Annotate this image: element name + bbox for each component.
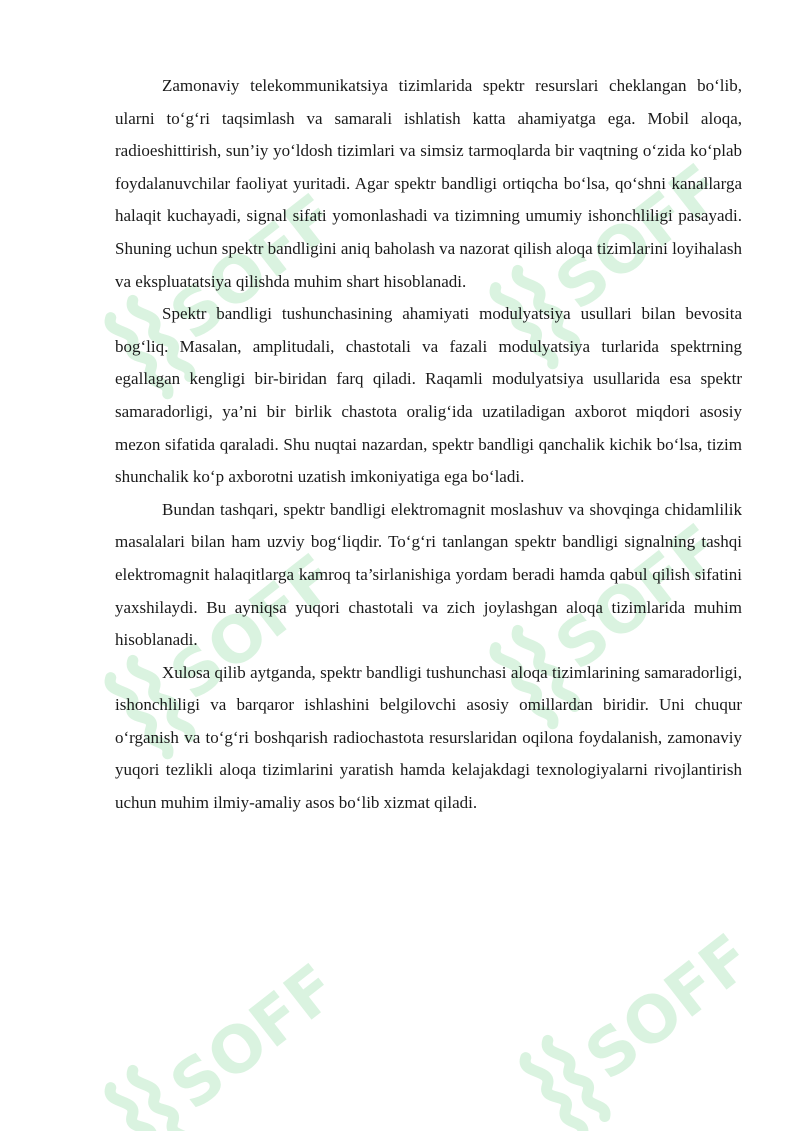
soff-watermark: SOFF: [0, 0, 800, 1131]
paragraph: Xulosa qilib aytganda, spektr bandligi tushunchasi aloqa tizimlarining samaradorligi, ishonchliligi va barqaror ishlashini belgilovchi asosiy omillardan biridir. Uni chuqur o‘rganish va to‘g‘ri boshqarish radiochastota resurslaridan oqilona foydalanish, zamonaviy yuqori tezlikli aloqa tizimlarini yaratish hamda kelajakdagi texnologiyalarni rivojlantirish uchun muhim ilmiy-amaliy asos bo‘lib xizmat qiladi.: [115, 662, 742, 813]
paragraph: Spektr bandligi tushunchasining ahamiyati modulyatsiya usullari bilan bevosita bog‘liq. Masalan, amplitudali, chastotali va fazali modulyatsiya turlarida spektrning egallagan kengligi bir-biridan farq qiladi. Raqamli modulyatsiya usullarida esa spektr samaradorligi, ya’ni bir birlik chastota oralig‘ida uzatiladigan axborot miqdori asosiy mezon sifatida qaraladi. Shu nuqtai nazardan, spektr bandligi qanchalik kichik bo‘lsa, tizim shunchalik ko‘p axborotni uzatish imkoniyatiga ega bo‘ladi.: [115, 304, 742, 487]
paragraph: Zamonaviy telekommunikatsiya tizimlarida spektr resurslari cheklangan bo‘lib, ularni to‘g‘ri taqsimlash va samarali ishlatish katta ahamiyatga ega. Mobil aloqa, radioeshittirish, sun’iy yo‘ldosh tizimlari va simsiz tarmoqlarda bir vaqtning o‘zida ko‘plab foydalanuvchilar faoliyat yuritadi. Agar spektr bandligi ortiqcha bo‘lsa, qo‘shni kanallarga halaqit kuchayadi, signal sifati yomonlashadi va tizimning umumiy ishonchliligi pasayadi. Shuning uchun spektr bandligini aniq baholash va nazorat qilish aloqa tizimlarini loyihalash va ekspluatatsiya qilishda muhim shart hisoblanadi.: [115, 76, 742, 291]
document-body: [115, 70, 742, 820]
paragraph: Bundan tashqari, spektr bandligi elektromagnit moslashuv va shovqinga chidamlilik masalalari bilan ham uzviy bog‘liqdir. To‘g‘ri tanlangan spektr bandligi signalning tashqi elektromagnit halaqitlarga kamroq ta’sirlanishiga yordam beradi hamda qabul qilish sifatini yaxshilaydi. Bu ayniqsa yuqori chastotali va zich joylashgan aloqa tizimlarida muhim hisoblanadi.: [115, 499, 742, 650]
